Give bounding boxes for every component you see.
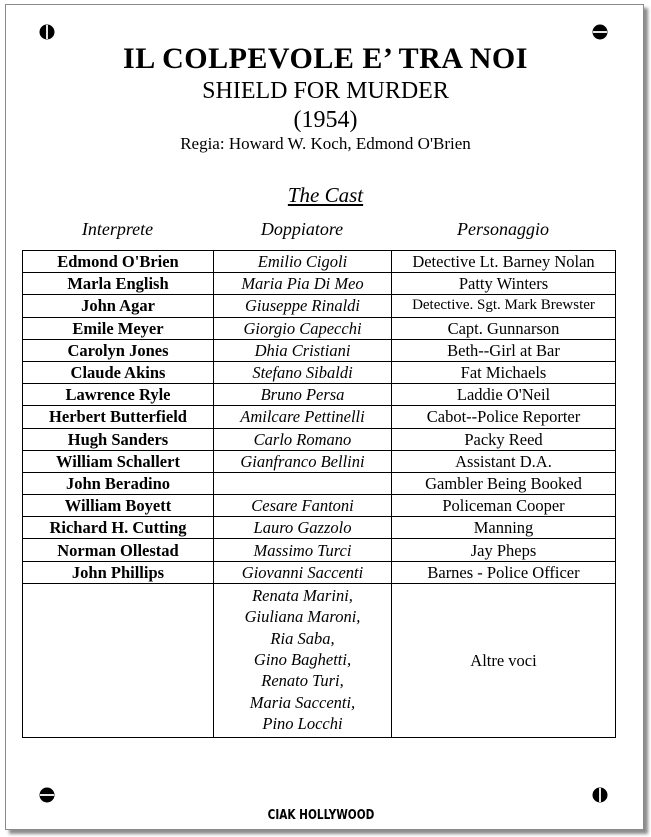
screw-icon (39, 24, 55, 40)
other-voices-cell (214, 583, 392, 737)
actor-cell: Carolyn Jones (23, 339, 214, 361)
other-voice-name: Ria Saba, (270, 628, 335, 648)
ciak-hollywood-logo (267, 806, 375, 824)
table-row (23, 295, 616, 317)
voice-actor-cell: Giorgio Capecchi (214, 317, 392, 339)
character-cell: Assistant D.A. (392, 450, 616, 472)
table-row (23, 406, 616, 428)
voice-actor-cell: Stefano Sibaldi (214, 361, 392, 383)
actor-cell: William Boyett (23, 495, 214, 517)
character-cell: Manning (392, 517, 616, 539)
table-row (23, 339, 616, 361)
logo-text: CIAK HOLLYWOOD (267, 806, 375, 823)
actor-cell: Hugh Sanders (23, 428, 214, 450)
table-row (23, 495, 616, 517)
actor-cell: John Agar (23, 295, 214, 317)
actor-cell: Emile Meyer (23, 317, 214, 339)
voice-actor-cell: Amilcare Pettinelli (214, 406, 392, 428)
character-cell: Jay Pheps (392, 539, 616, 561)
actor-cell: William Schallert (23, 450, 214, 472)
column-header-role: Personaggio (457, 219, 549, 239)
voice-actor-cell: Gianfranco Bellini (214, 450, 392, 472)
voice-actor-cell: Giuseppe Rinaldi (214, 295, 392, 317)
actor-cell: Herbert Butterfield (23, 406, 214, 428)
character-cell: Beth--Girl at Bar (392, 339, 616, 361)
character-cell: Fat Michaels (392, 361, 616, 383)
character-cell: Altre voci (392, 583, 616, 737)
character-cell: Packy Reed (392, 428, 616, 450)
character-cell: Detective Lt. Barney Nolan (392, 251, 616, 273)
actor-cell: John Phillips (23, 561, 214, 583)
actor-cell: Norman Ollestad (23, 539, 214, 561)
screw-icon (39, 787, 55, 803)
voice-actor-cell: Emilio Cigoli (214, 251, 392, 273)
character-cell: Capt. Gunnarson (392, 317, 616, 339)
table-row (23, 317, 616, 339)
other-voice-name: Giuliana Maroni, (244, 607, 361, 627)
table-row (23, 273, 616, 295)
other-voice-name: Maria Saccenti, (249, 692, 356, 712)
other-voice-name: Gino Baghetti, (253, 650, 352, 670)
voice-actor-cell: Dhia Cristiani (214, 339, 392, 361)
cast-heading: The Cast (287, 183, 364, 207)
column-header-voice: Doppiatore (260, 219, 344, 239)
screw-icon (592, 787, 608, 803)
actor-cell: Lawrence Ryle (23, 384, 214, 406)
voice-actor-cell: Giovanni Saccenti (214, 561, 392, 583)
table-row (23, 384, 616, 406)
actor-cell: Claude Akins (23, 361, 214, 383)
actor-cell: John Beradino (23, 472, 214, 494)
table-row (23, 428, 616, 450)
page-title: IL COLPEVOLE E’ TRA NOI (123, 42, 528, 75)
table-row-other-voices (23, 583, 616, 737)
actor-cell (23, 583, 214, 737)
actor-cell: Edmond O'Brien (23, 251, 214, 273)
character-cell: Cabot--Police Reporter (392, 406, 616, 428)
table-row (23, 561, 616, 583)
other-voice-name: Pino Locchi (262, 714, 343, 734)
actor-cell: Richard H. Cutting (23, 517, 214, 539)
table-row (23, 450, 616, 472)
table-row (23, 517, 616, 539)
table-row (23, 472, 616, 494)
voice-actor-cell (214, 472, 392, 494)
character-cell: Gambler Being Booked (392, 472, 616, 494)
original-title: SHIELD FOR MURDER (202, 78, 449, 104)
table-row (23, 361, 616, 383)
other-voice-name: Renata Marini, (252, 585, 353, 605)
voice-actor-cell: Carlo Romano (214, 428, 392, 450)
release-year: (1954) (293, 107, 358, 133)
voice-actor-cell: Lauro Gazzolo (214, 517, 392, 539)
table-row (23, 251, 616, 273)
screw-icon (592, 24, 608, 40)
cast-table (22, 250, 616, 738)
voice-actor-cell: Maria Pia Di Meo (214, 273, 392, 295)
character-cell: Laddie O'Neil (392, 384, 616, 406)
voice-actor-cell: Cesare Fantoni (214, 495, 392, 517)
character-cell: Barnes - Police Officer (392, 561, 616, 583)
other-voice-name: Renato Turi, (261, 671, 344, 691)
table-row (23, 539, 616, 561)
actor-cell: Marla English (23, 273, 214, 295)
character-cell: Detective. Sgt. Mark Brewster (392, 295, 616, 317)
voice-actor-cell: Massimo Turci (214, 539, 392, 561)
voice-actor-cell: Bruno Persa (214, 384, 392, 406)
character-cell: Policeman Cooper (392, 495, 616, 517)
column-header-actor: Interprete (81, 219, 154, 239)
director-credit: Regia: Howard W. Koch, Edmond O'Brien (180, 134, 471, 153)
character-cell: Patty Winters (392, 273, 616, 295)
